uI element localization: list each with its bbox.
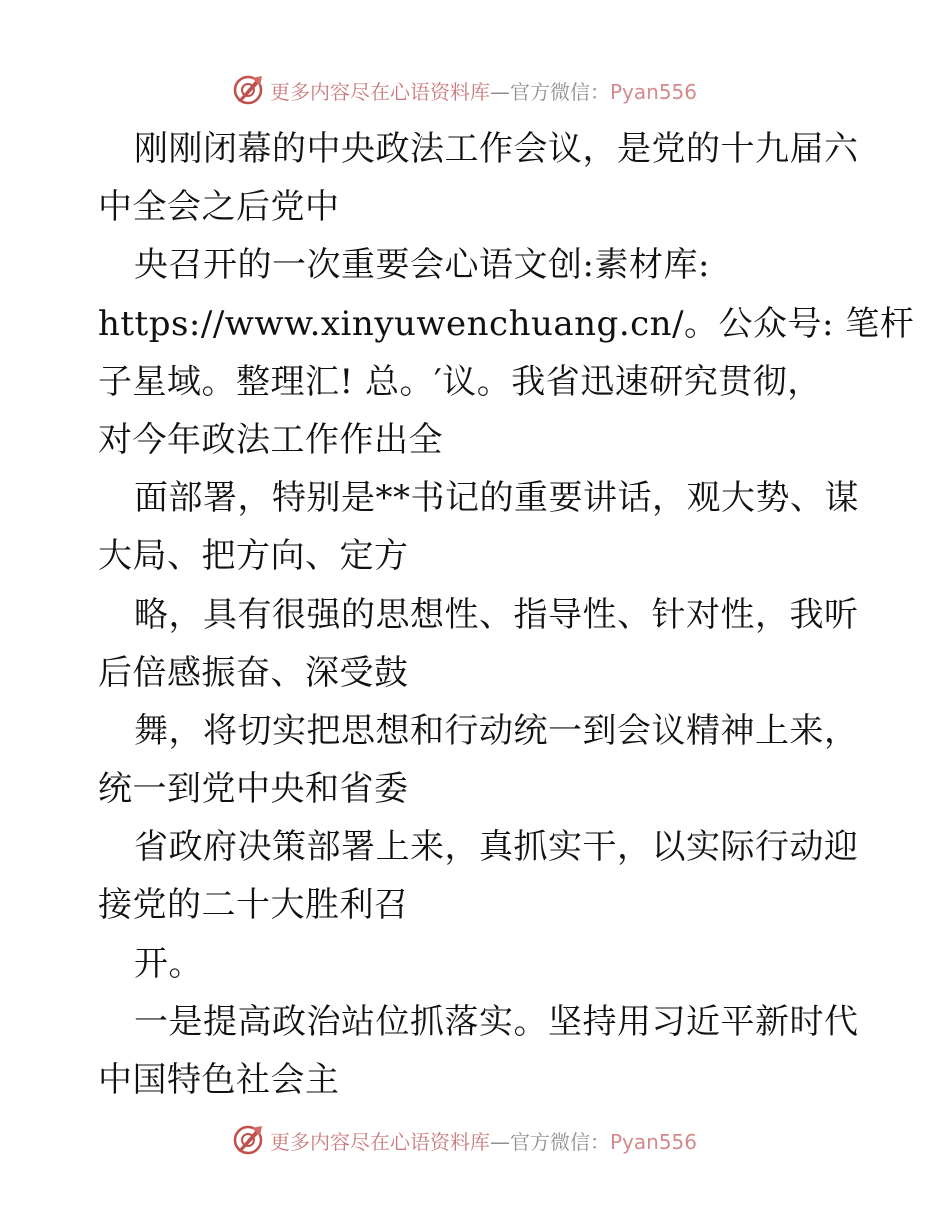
footer-watermark bbox=[232, 1122, 697, 1158]
text-line: 统一到党中央和省委 bbox=[98, 769, 409, 810]
text-line: 中国特色社会主 bbox=[98, 1060, 340, 1100]
text-line: 开。 bbox=[134, 943, 203, 984]
text-line: 接党的二十大胜利召 bbox=[98, 885, 409, 926]
watermark-text bbox=[270, 76, 697, 105]
watermark-main: 更多内容尽在心语资料库 bbox=[270, 1129, 490, 1154]
watermark-separator: —官方微信： bbox=[490, 79, 610, 104]
text-line: 中全会之后党中 bbox=[98, 187, 340, 228]
text-line: 省政府决策部署上来，真抓实干，以实际行动迎 bbox=[134, 827, 859, 868]
text-line: 大局、把方向、定方 bbox=[98, 536, 409, 577]
text-line: 一是提高政治站位抓落实。坚持用习近平新时代 bbox=[134, 1001, 859, 1042]
watermark-separator: —官方微信： bbox=[490, 1129, 610, 1154]
quill-logo-icon bbox=[232, 1124, 264, 1156]
text-line: 后倍感振奋、深受鼓 bbox=[98, 652, 409, 693]
watermark-main: 更多内容尽在心语资料库 bbox=[270, 79, 490, 104]
text-line: 面部署，特别是**书记的重要讲话，观大势、谋 bbox=[134, 478, 859, 519]
text-line: 对今年政法工作作出全 bbox=[98, 419, 443, 460]
watermark-text bbox=[270, 1126, 697, 1155]
text-line: 舞，将切实把思想和行动统一到会议精神上来， bbox=[134, 710, 859, 751]
quill-logo-icon bbox=[232, 74, 264, 106]
text-line: 略，具有很强的思想性、指导性、针对性，我听 bbox=[134, 594, 859, 635]
watermark-id: Pyan556 bbox=[610, 1129, 698, 1154]
watermark-id: Pyan556 bbox=[610, 79, 698, 104]
text-line: 子星域。整理汇! 总。′议。我省迅速研究贯彻， bbox=[98, 361, 822, 402]
text-line: 央召开的一次重要会心语文创:素材库: bbox=[134, 245, 710, 286]
document-body bbox=[98, 120, 915, 1109]
text-line: 刚刚闭幕的中央政法工作会议，是党的十九届六 bbox=[134, 129, 859, 169]
text-line: https://www.xinyuwenchuang.cn/。公众号: 笔杆 bbox=[98, 303, 915, 344]
header-watermark bbox=[232, 72, 697, 108]
